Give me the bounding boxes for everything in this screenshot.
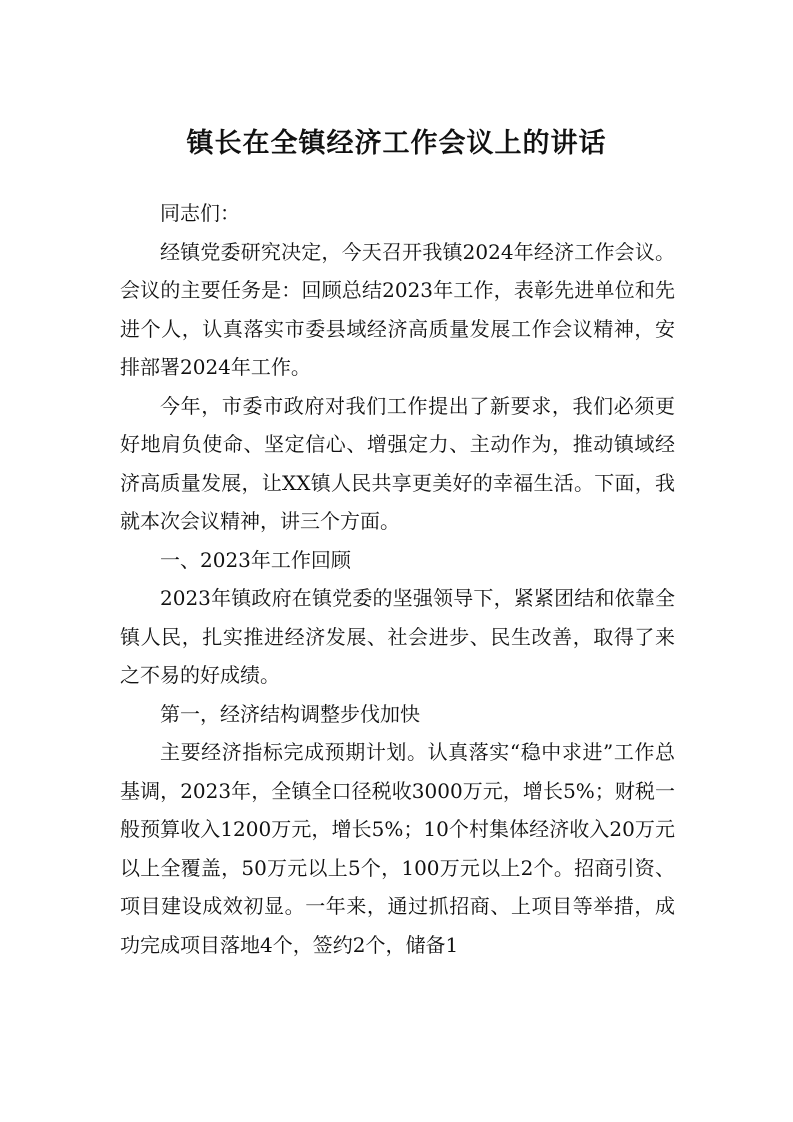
body-paragraph: 2023年镇政府在镇党委的坚强领导下，紧紧团结和依靠全镇人民，扎实推进经济发展、社会进步、民生改善，取得了来之不易的好成绩。 bbox=[120, 586, 675, 687]
salutation-paragraph: 同志们： bbox=[160, 201, 240, 225]
document-title: 镇长在全镇经济工作会议上的讲话 bbox=[186, 128, 607, 159]
section-heading: 一、2023年工作回顾 bbox=[160, 547, 351, 572]
body-paragraph: 经镇党委研究决定，今天召开我镇2024年经济工作会议。会议的主要任务是：回顾总结2023年工作，表彰先进单位和先进个人，认真落实市委县域经济高质量发展工作会议精神，安排部署2024年工作。 bbox=[120, 239, 675, 379]
body-paragraph: 主要经济指标完成预期计划。认真落实“稳中求进”工作总基调，2023年，全镇全口径税收3000万元，增长5%；财税一般预算收入1200万元，增长5%；10个村集体经济收入20万元以上全覆盖，50万元以上5个，100万元以上2个。招商引资、项目建设成效初显。一年来，通过抓招商、上项目等举措，成功完成项目落地4个，签约2个，储备1 bbox=[120, 740, 675, 957]
body-paragraph: 今年，市委市政府对我们工作提出了新要求，我们必须更好地肩负使命、坚定信心、增强定力、主动作为，推动镇域经济高质量发展，让XX镇人民共享更美好的幸福生活。下面，我就本次会议精神，讲三个方面。 bbox=[120, 393, 675, 533]
subsection-heading: 第一，经济结构调整步伐加快 bbox=[160, 701, 420, 726]
document-body bbox=[120, 194, 675, 964]
